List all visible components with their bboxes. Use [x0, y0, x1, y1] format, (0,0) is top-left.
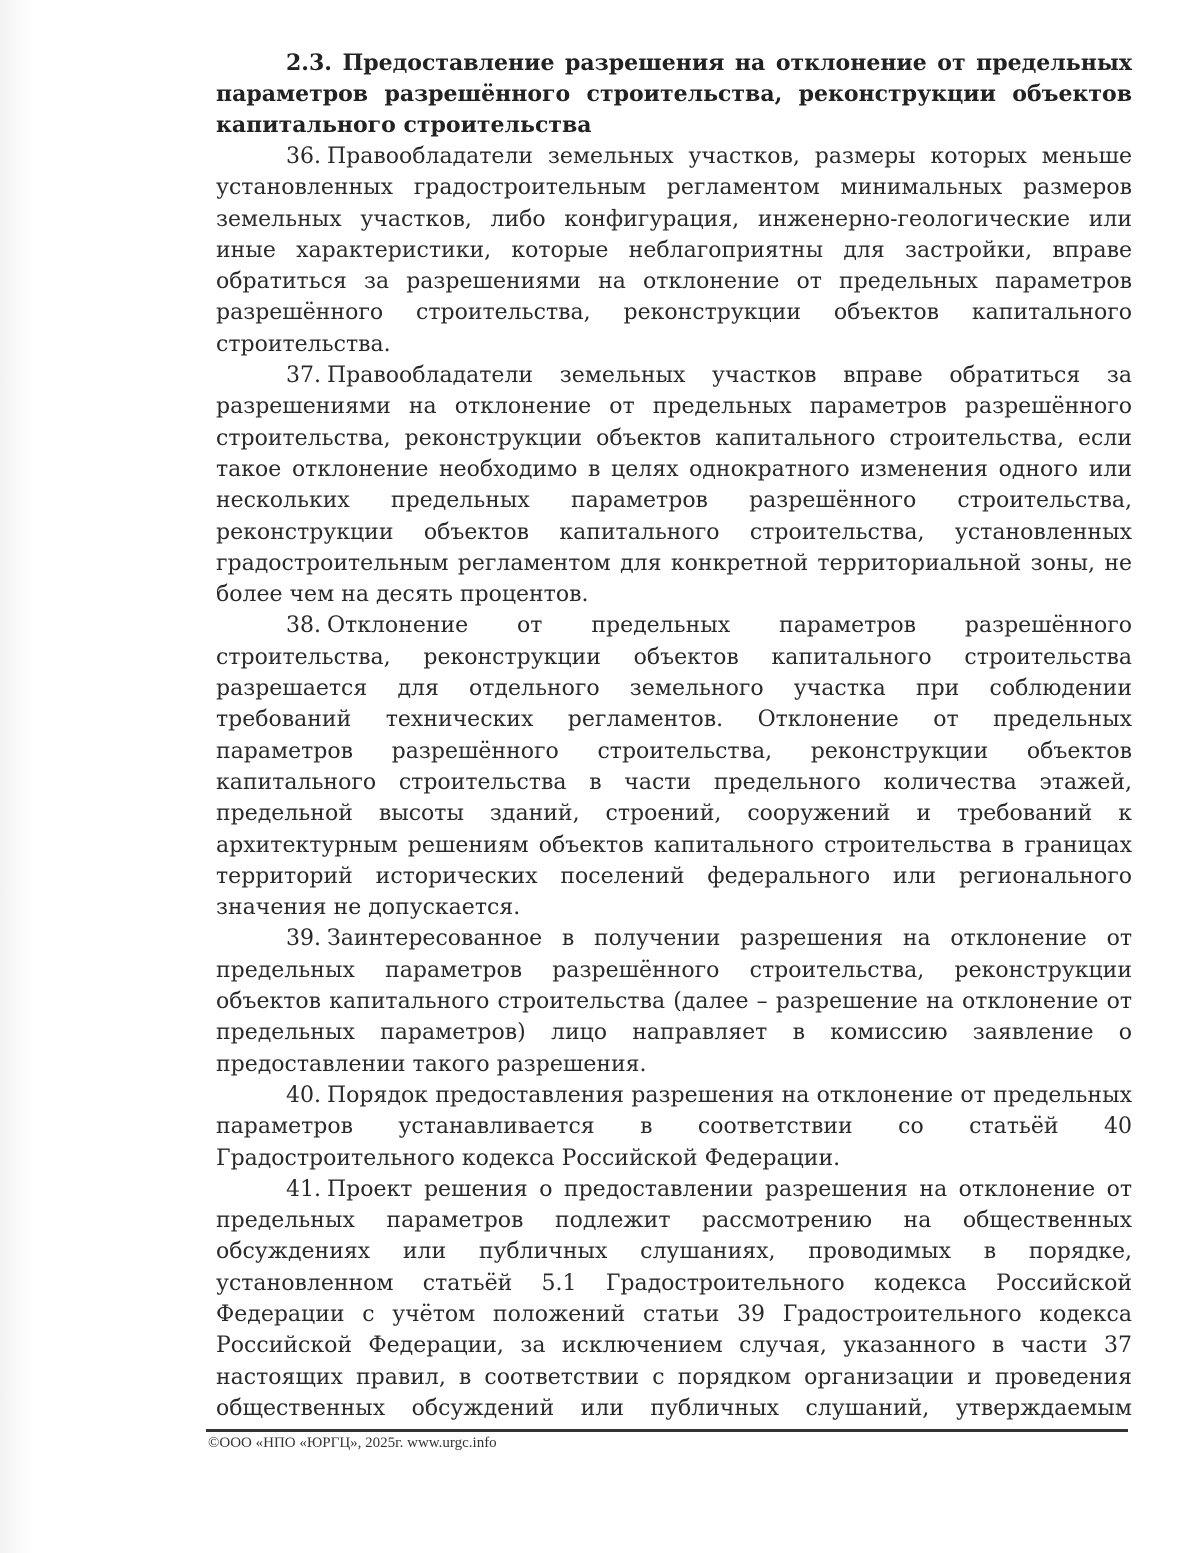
paragraph-number: 36. — [286, 144, 321, 169]
paragraph-number: 38. — [286, 613, 321, 639]
footer-divider — [206, 1429, 1128, 1432]
paragraph-text: Правообладатели земельных участков, размеры которых меньше установленных градостроительным регламентом минимальных размеров земельных участков, либо конфигурация, инженерно-геологические или иные характеристики, которые неблагоприятны для застройки, вправе обратиться за разрешениями на отклонение от предельных параметров разрешённого строительства, реконструкции объектов капитального строительства. — [216, 144, 1132, 357]
paragraph-text: Правообладатели земельных участков вправе обратиться за разрешениями на отклонение от предельных параметров разрешённого строительства, реконструкции объектов капитального строительства, если такое отклонение необходимо в целях однократного изменения одного или нескольких предельных параметров разрешённого строительства, реконструкции объектов капитального строительства, установленных градостроительным регламентом для конкретной территориальной зоны, не более чем на десять процентов. — [216, 363, 1132, 608]
paragraph-text: Заинтересованное в получении разрешения на отклонение от предельных параметров разрешённого строительства, реконструкции объектов капитального строительства (далее – разрешение на отклонение от предельных параметров) лицо направляет в комиссию заявление о предоставлении такого разрешения. — [216, 926, 1132, 1077]
paragraph-40 — [216, 1080, 1132, 1174]
footer-copyright: ©ООО «НПО «ЮРГЦ», 2025г. www.urgc.info — [208, 1435, 497, 1451]
document-body — [216, 48, 1132, 1424]
paragraph-number: 41. — [286, 1176, 321, 1202]
paragraph-37 — [216, 360, 1132, 610]
paragraph-36 — [216, 141, 1132, 360]
scan-edge-shadow — [0, 0, 34, 1553]
paragraph-41 — [216, 1174, 1132, 1424]
paragraph-text: Отклонение от предельных параметров разрешённого строительства, реконструкции объектов капитального строительства разрешается для отдельного земельного участка при соблюдении требований технических регламентов. Отклонение от предельных параметров разрешённого строительства, реконструкции объектов капитального строительства в части предельного количества этажей, предельной высоты зданий, строений, сооружений и требований к архитектурным решениям объектов капитального строительства в границах территорий исторических поселений федерального или регионального значения не допускается. — [216, 613, 1132, 921]
paragraph-38 — [216, 610, 1132, 923]
paragraph-number: 37. — [286, 363, 321, 389]
paragraph-text: Порядок предоставления разрешения на отклонение от предельных параметров устанавливается в соответствии со статьёй 40 Градостроительного кодекса Российской Федерации. — [216, 1082, 1132, 1171]
paragraph-number: 40. — [286, 1082, 321, 1108]
paragraph-number: 39. — [286, 926, 321, 952]
paragraph-text: Проект решения о предоставлении разрешения на отклонение от предельных параметров подлежит рассмотрению на общественных обсуждениях или публичных слушаниях, проводимых в порядке, установленном статьёй 5.1 Градостроительного кодекса Российской Федерации с учётом положений статьи 39 Градостроительного кодекса Российской Федерации, за исключением случая, указанного в части 37 настоящих правил, в соответствии с порядком организации и проведения общественных обсуждений или публичных слушаний, утверждаемым — [216, 1176, 1132, 1421]
paragraph-39 — [216, 923, 1132, 1079]
section-heading: 2.3. Предоставление разрешения на отклонение от предельных параметров разрешённого строительства, реконструкции объектов капитального строительства — [216, 50, 1132, 138]
